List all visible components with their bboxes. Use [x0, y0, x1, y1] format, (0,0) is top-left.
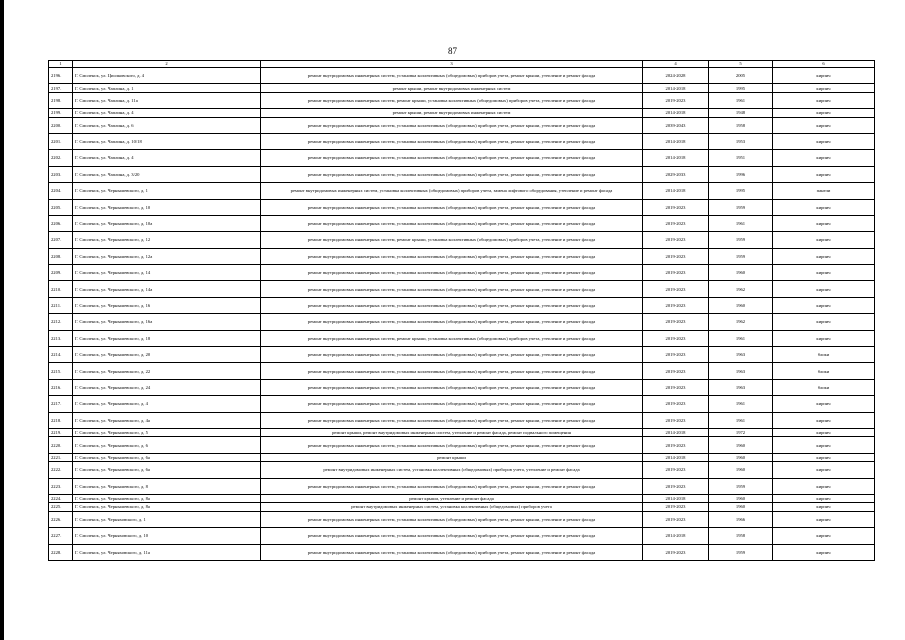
wall-material-cell: кирпич: [773, 478, 875, 494]
table-row: [49, 117, 875, 133]
row-number-cell: 2221.: [49, 453, 73, 461]
address-cell: Г. Смоленск, ул. Чернышевского, д. 24: [73, 379, 261, 395]
address-cell: Г. Смоленск, ул. Чернышевского, д. 8а: [73, 494, 261, 502]
period-cell: 2019-2023: [643, 297, 709, 313]
row-number-cell: 2224.: [49, 494, 73, 502]
row-number-cell: 2207.: [49, 232, 73, 248]
period-cell: 2019-2023: [643, 330, 709, 346]
column-number-row: [49, 61, 875, 68]
column-number: 1: [49, 61, 73, 68]
table-row: [49, 248, 875, 264]
build-year-cell: 1960: [709, 437, 773, 453]
address-cell: Г. Смоленск, ул. Чаплина, д. 1: [73, 84, 261, 92]
address-cell: Г. Смоленск, ул. Черняховского, д. 1: [73, 511, 261, 527]
wall-material-cell: кирпич: [773, 396, 875, 412]
table-row: [49, 297, 875, 313]
period-cell: 2014-2018: [643, 428, 709, 436]
row-number-cell: 2200.: [49, 117, 73, 133]
column-number: 2: [73, 61, 261, 68]
column-number: 3: [261, 61, 643, 68]
row-number-cell: 2225.: [49, 503, 73, 511]
works-cell: ремонт внутридомовых инженерных систем, установка коллективных (общедомовых) приборов учета, ремонт крыши, утепление и ремонт фасада: [261, 478, 643, 494]
wall-material-cell: кирпич: [773, 84, 875, 92]
works-cell: ремонт внутридомовых инженерных систем, ремонт крыши, установка коллективных (общедомовых) приборов учета, утепление и ремонт фасада: [261, 330, 643, 346]
build-year-cell: 1963: [709, 363, 773, 379]
row-number-cell: 2197.: [49, 84, 73, 92]
period-cell: 2019-2023: [643, 265, 709, 281]
period-cell: 2019-2023: [643, 248, 709, 264]
period-cell: 2019-2023: [643, 544, 709, 560]
works-cell: ремонт внутридомовых инженерных систем, установка коллективных (общедомовых) приборов учета, ремонт крыши, утепление и ремонт фасада: [261, 396, 643, 412]
table-row: [49, 232, 875, 248]
works-cell: ремонт внутридомовых инженерных систем, установка коллективных (общедомовых) приборов учета, ремонт крыши, утепление и ремонт фасада: [261, 544, 643, 560]
period-cell: 2019-2023: [643, 437, 709, 453]
works-cell: ремонт внутридомовых инженерных систем, установка коллективных (общедомовых) приборов учета, ремонт крыши, утепление и ремонт фасада: [261, 117, 643, 133]
wall-material-cell: кирпич: [773, 199, 875, 215]
works-cell: ремонт внутридомовых инженерных систем, ремонт крыши, установка коллективных (общедомовых) приборов учета, утепление и ремонт фасада: [261, 232, 643, 248]
row-number-cell: 2215.: [49, 363, 73, 379]
table-row: [49, 544, 875, 560]
period-cell: 2019-2023: [643, 281, 709, 297]
period-cell: 2019-2023: [643, 92, 709, 108]
wall-material-cell: кирпич: [773, 297, 875, 313]
address-cell: Г. Смоленск, ул. Чернышевского, д. 20: [73, 347, 261, 363]
wall-material-cell: кирпич: [773, 528, 875, 544]
build-year-cell: 1961: [709, 396, 773, 412]
period-cell: 2019-2023: [643, 363, 709, 379]
row-number-cell: 2196.: [49, 68, 73, 84]
build-year-cell: 1951: [709, 150, 773, 166]
page-edge-bar: [0, 0, 4, 640]
table-row: [49, 215, 875, 231]
build-year-cell: 1995: [709, 183, 773, 199]
address-cell: Г. Смоленск, ул. Чернышевского, д. 12: [73, 232, 261, 248]
table-row: [49, 503, 875, 511]
row-number-cell: 2212.: [49, 314, 73, 330]
row-number-cell: 2228.: [49, 544, 73, 560]
works-cell: ремонт крыши, ремонт внутридомовых инженерных систем: [261, 84, 643, 92]
wall-material-cell: кирпич: [773, 109, 875, 117]
table-row: [49, 412, 875, 428]
table-row: [49, 511, 875, 527]
address-cell: Г. Смоленск, ул. Чернышевского, д. 1: [73, 183, 261, 199]
period-cell: 2019-2023: [643, 412, 709, 428]
period-cell: 2039-2043: [643, 117, 709, 133]
address-cell: Г. Смоленск, ул. Чаплина, д. 6: [73, 117, 261, 133]
row-number-cell: 2211.: [49, 297, 73, 313]
works-cell: ремонт внутридомовых инженерных систем, установка коллективных (общедомовых) приборов учета, ремонт крыши, утепление и ремонт фасада: [261, 199, 643, 215]
row-number-cell: 2222.: [49, 462, 73, 478]
table-row: [49, 396, 875, 412]
wall-material-cell: кирпич: [773, 281, 875, 297]
address-cell: Г. Смоленск, ул. Чернышевского, д. 14: [73, 265, 261, 281]
address-cell: Г. Смоленск, ул. Чаплина, д. 4: [73, 109, 261, 117]
row-number-cell: 2217.: [49, 396, 73, 412]
works-cell: ремонт крыши, утепление и ремонт фасада: [261, 494, 643, 502]
address-cell: Г. Смоленск, ул. Чернышевского, д. 16: [73, 297, 261, 313]
table-row: [49, 478, 875, 494]
table-row: [49, 347, 875, 363]
works-cell: ремонт внутридомовых инженерных систем, установка коллективных (общедомовых) приборов учета, ремонт крыши, утепление и ремонт фасада: [261, 215, 643, 231]
wall-material-cell: блоки: [773, 379, 875, 395]
row-number-cell: 2206.: [49, 215, 73, 231]
build-year-cell: 1960: [709, 265, 773, 281]
period-cell: 2019-2023: [643, 511, 709, 527]
address-cell: Г. Смоленск, ул. Черняховского, д. 11а: [73, 544, 261, 560]
housing-repair-table: [48, 60, 875, 561]
period-cell: 2014-2018: [643, 453, 709, 461]
address-cell: Г. Смоленск, ул. Чернышевского, д. 8: [73, 478, 261, 494]
build-year-cell: 1962: [709, 281, 773, 297]
period-cell: 2014-2018: [643, 84, 709, 92]
wall-material-cell: кирпич: [773, 215, 875, 231]
works-cell: ремонт внутридомовых инженерных систем, установка коллективных (общедомовых) приборов учета, ремонт крыши, утепление и ремонт фасада: [261, 297, 643, 313]
period-cell: 2019-2023: [643, 199, 709, 215]
column-number: 6: [773, 61, 875, 68]
period-cell: 2014-2018: [643, 494, 709, 502]
works-cell: ремонт внутридомовых инженерных систем, установка коллективных (общедомовых) приборов учета, ремонт крыши, утепление и ремонт фасада: [261, 511, 643, 527]
period-cell: 2019-2023: [643, 215, 709, 231]
build-year-cell: 1961: [709, 92, 773, 108]
table-row: [49, 437, 875, 453]
period-cell: 2019-2023: [643, 462, 709, 478]
row-number-cell: 2202.: [49, 150, 73, 166]
table-row: [49, 281, 875, 297]
row-number-cell: 2205.: [49, 199, 73, 215]
works-cell: ремонт внутридомовых инженерных систем, установка коллективных (общедомовых) приборов учета, ремонт крыши, утепление и ремонт фасада: [261, 314, 643, 330]
works-cell: ремонт внутридомовых инженерных систем, установка коллективных (общедомовых) приборов учета, утепление и ремонт фасада: [261, 462, 643, 478]
table-row: [49, 92, 875, 108]
period-cell: 2019-2023: [643, 396, 709, 412]
works-cell: ремонт внутридомовых инженерных систем, установка коллективных (общедомовых) приборов учета, ремонт крыши, утепление и ремонт фасада: [261, 437, 643, 453]
table-row: [49, 428, 875, 436]
works-cell: ремонт внутридомовых инженерных систем, ремонт крыши, установка коллективных (общедомовых) приборов учета, утепление и ремонт фасада: [261, 92, 643, 108]
row-number-cell: 2201.: [49, 133, 73, 149]
period-cell: 2024-2028: [643, 68, 709, 84]
build-year-cell: 1960: [709, 297, 773, 313]
works-cell: ремонт внутридомовых инженерных систем, установка коллективных (общедомовых) приборов учета, ремонт крыши, утепление и ремонт фасада: [261, 68, 643, 84]
wall-material-cell: кирпич: [773, 544, 875, 560]
build-year-cell: 1966: [709, 511, 773, 527]
row-number-cell: 2204.: [49, 183, 73, 199]
wall-material-cell: кирпич: [773, 248, 875, 264]
works-cell: ремонт внутридомовых инженерных систем, установка коллективных (общедомовых) приборов учета, ремонт крыши, утепление и ремонт фасада: [261, 248, 643, 264]
works-cell: ремонт внутридомовых инженерных систем, установка коллективных (общедомовых) приборов учета, ремонт крыши, утепление и ремонт фасада: [261, 265, 643, 281]
works-cell: ремонт внутридомовых инженерных систем, установка коллективных (общедомовых) приборов учета, ремонт крыши, утепление и ремонт фасада: [261, 379, 643, 395]
table-row: [49, 494, 875, 502]
address-cell: Г. Смоленск, ул. Чернышевского, д. 5: [73, 428, 261, 436]
build-year-cell: 1963: [709, 347, 773, 363]
build-year-cell: 1961: [709, 412, 773, 428]
table-row: [49, 199, 875, 215]
period-cell: 2014-2018: [643, 528, 709, 544]
build-year-cell: 1953: [709, 133, 773, 149]
wall-material-cell: кирпич: [773, 265, 875, 281]
wall-material-cell: кирпич: [773, 494, 875, 502]
address-cell: Г. Смоленск, ул. Чаплина, д. 10/18: [73, 133, 261, 149]
row-number-cell: 2208.: [49, 248, 73, 264]
address-cell: Г. Смоленск, ул. Чернышевского, д. 10а: [73, 215, 261, 231]
build-year-cell: 1960: [709, 462, 773, 478]
build-year-cell: 2005: [709, 68, 773, 84]
build-year-cell: 1995: [709, 84, 773, 92]
build-year-cell: 1959: [709, 248, 773, 264]
wall-material-cell: кирпич: [773, 453, 875, 461]
works-cell: ремонт крыши, ремонт внутридомовых инженерных систем: [261, 109, 643, 117]
build-year-cell: 1996: [709, 166, 773, 182]
wall-material-cell: блоки: [773, 347, 875, 363]
wall-material-cell: кирпич: [773, 428, 875, 436]
build-year-cell: 1959: [709, 232, 773, 248]
period-cell: 2019-2023: [643, 314, 709, 330]
row-number-cell: 2218.: [49, 412, 73, 428]
wall-material-cell: панели: [773, 183, 875, 199]
row-number-cell: 2226.: [49, 511, 73, 527]
period-cell: 2019-2023: [643, 503, 709, 511]
build-year-cell: 1958: [709, 117, 773, 133]
build-year-cell: 1960: [709, 494, 773, 502]
table-row: [49, 68, 875, 84]
address-cell: Г. Смоленск, ул. Чернышевского, д. 6: [73, 437, 261, 453]
table-row: [49, 363, 875, 379]
address-cell: Г. Смоленск, ул. Чернышевского, д. 10: [73, 199, 261, 215]
period-cell: 2019-2023: [643, 232, 709, 248]
wall-material-cell: кирпич: [773, 511, 875, 527]
wall-material-cell: кирпич: [773, 133, 875, 149]
table-row: [49, 528, 875, 544]
address-cell: Г. Смоленск, ул. Чернышевского, д. 6а: [73, 462, 261, 478]
works-cell: ремонт внутридомовых инженерных систем, установка коллективных (общедомовых) приборов учета, ремонт крыши, утепление и ремонт фасада: [261, 133, 643, 149]
build-year-cell: 1948: [709, 109, 773, 117]
period-cell: 2014-2018: [643, 183, 709, 199]
works-cell: ремонт внутридомовых инженерных систем, установка коллективных (общедомовых) приборов учета, ремонт крыши, утепление и ремонт фасада: [261, 281, 643, 297]
row-number-cell: 2203.: [49, 166, 73, 182]
address-cell: Г. Смоленск, ул. Чернышевского, д. 14а: [73, 281, 261, 297]
works-cell: ремонт внутридомовых инженерных систем, установка коллективных (общедомовых) приборов учета, ремонт крыши, утепление и ремонт фасада: [261, 528, 643, 544]
table-row: [49, 314, 875, 330]
wall-material-cell: кирпич: [773, 314, 875, 330]
build-year-cell: 1959: [709, 199, 773, 215]
table-row: [49, 265, 875, 281]
row-number-cell: 2216.: [49, 379, 73, 395]
works-cell: ремонт крыши: [261, 453, 643, 461]
row-number-cell: 2210.: [49, 281, 73, 297]
wall-material-cell: кирпич: [773, 92, 875, 108]
table-row: [49, 150, 875, 166]
build-year-cell: 1960: [709, 503, 773, 511]
row-number-cell: 2198.: [49, 92, 73, 108]
build-year-cell: 1959: [709, 544, 773, 560]
wall-material-cell: кирпич: [773, 68, 875, 84]
page-number: 87: [448, 46, 457, 56]
build-year-cell: 1960: [709, 453, 773, 461]
works-cell: ремонт внутридомовых инженерных систем, установка коллективных (общедомовых) приборов учета, ремонт крыши, утепление и ремонт фасада: [261, 166, 643, 182]
wall-material-cell: кирпич: [773, 503, 875, 511]
period-cell: 2014-2018: [643, 109, 709, 117]
row-number-cell: 2223.: [49, 478, 73, 494]
period-cell: 2019-2023: [643, 379, 709, 395]
wall-material-cell: кирпич: [773, 330, 875, 346]
address-cell: Г. Смоленск, ул. Чернышевского, д. 8а: [73, 503, 261, 511]
table-row: [49, 330, 875, 346]
table-row: [49, 462, 875, 478]
row-number-cell: 2214.: [49, 347, 73, 363]
period-cell: 2014-2018: [643, 133, 709, 149]
build-year-cell: 1963: [709, 379, 773, 395]
works-cell: ремонт внутридомовых инженерных систем, установка коллективных (общедомовых) приборов учета, замена лифтового оборудования, утепление и ремонт фасада: [261, 183, 643, 199]
build-year-cell: 1962: [709, 314, 773, 330]
address-cell: Г. Смоленск, ул. Чернышевского, д. 6а: [73, 453, 261, 461]
row-number-cell: 2219.: [49, 428, 73, 436]
table-row: [49, 453, 875, 461]
address-cell: Г. Смоленск, ул. Чернышевского, д. 16а: [73, 314, 261, 330]
address-cell: Г. Смоленск, ул. Черняховского, д. 10: [73, 528, 261, 544]
works-cell: ремонт внутридомовых инженерных систем, установка коллективных (общедомовых) приборов учета, ремонт крыши, утепление и ремонт фасада: [261, 150, 643, 166]
works-cell: ремонт внутридомовых инженерных систем, установка коллективных (общедомовых) приборов учета, ремонт крыши, утепление и ремонт фасада: [261, 347, 643, 363]
wall-material-cell: кирпич: [773, 150, 875, 166]
address-cell: Г. Смоленск, ул. Циолковского, д. 4: [73, 68, 261, 84]
row-number-cell: 2209.: [49, 265, 73, 281]
build-year-cell: 1961: [709, 330, 773, 346]
wall-material-cell: кирпич: [773, 232, 875, 248]
period-cell: 2029-2033: [643, 166, 709, 182]
period-cell: 2019-2023: [643, 347, 709, 363]
table-row: [49, 133, 875, 149]
period-cell: 2019-2023: [643, 478, 709, 494]
wall-material-cell: кирпич: [773, 462, 875, 478]
works-cell: ремонт крыши, ремонт внутридомовых инженерных систем, утепление и ремонт фасада, ремонт подвального помещения: [261, 428, 643, 436]
wall-material-cell: блоки: [773, 363, 875, 379]
address-cell: Г. Смоленск, ул. Чаплина, д. 11а: [73, 92, 261, 108]
table-row: [49, 166, 875, 182]
wall-material-cell: кирпич: [773, 117, 875, 133]
table-row: [49, 379, 875, 395]
table-row: [49, 84, 875, 92]
wall-material-cell: кирпич: [773, 412, 875, 428]
works-cell: ремонт внутридомовых инженерных систем, установка коллективных (общедомовых) приборов учета, ремонт крыши, утепление и ремонт фасада: [261, 363, 643, 379]
column-number: 5: [709, 61, 773, 68]
table-row: [49, 183, 875, 199]
row-number-cell: 2199.: [49, 109, 73, 117]
build-year-cell: 1958: [709, 528, 773, 544]
row-number-cell: 2220.: [49, 437, 73, 453]
wall-material-cell: кирпич: [773, 437, 875, 453]
period-cell: 2014-2018: [643, 150, 709, 166]
row-number-cell: 2213.: [49, 330, 73, 346]
build-year-cell: 1959: [709, 478, 773, 494]
address-cell: Г. Смоленск, ул. Чаплина, д. 3/20: [73, 166, 261, 182]
address-cell: Г. Смоленск, ул. Чернышевского, д. 4а: [73, 412, 261, 428]
works-cell: ремонт внутридомовых инженерных систем, установка коллективных (общедомовых) приборов учета: [261, 503, 643, 511]
address-cell: Г. Смоленск, ул. Чернышевского, д. 4: [73, 396, 261, 412]
works-cell: ремонт внутридомовых инженерных систем, установка коллективных (общедомовых) приборов учета, ремонт крыши, утепление и ремонт фасада: [261, 412, 643, 428]
build-year-cell: 1972: [709, 428, 773, 436]
wall-material-cell: кирпич: [773, 166, 875, 182]
column-number: 4: [643, 61, 709, 68]
build-year-cell: 1961: [709, 215, 773, 231]
row-number-cell: 2227.: [49, 528, 73, 544]
address-cell: Г. Смоленск, ул. Чернышевского, д. 22: [73, 363, 261, 379]
address-cell: Г. Смоленск, ул. Чернышевского, д. 12а: [73, 248, 261, 264]
address-cell: Г. Смоленск, ул. Чаплина, д. 4: [73, 150, 261, 166]
address-cell: Г. Смоленск, ул. Чернышевского, д. 18: [73, 330, 261, 346]
table-row: [49, 109, 875, 117]
